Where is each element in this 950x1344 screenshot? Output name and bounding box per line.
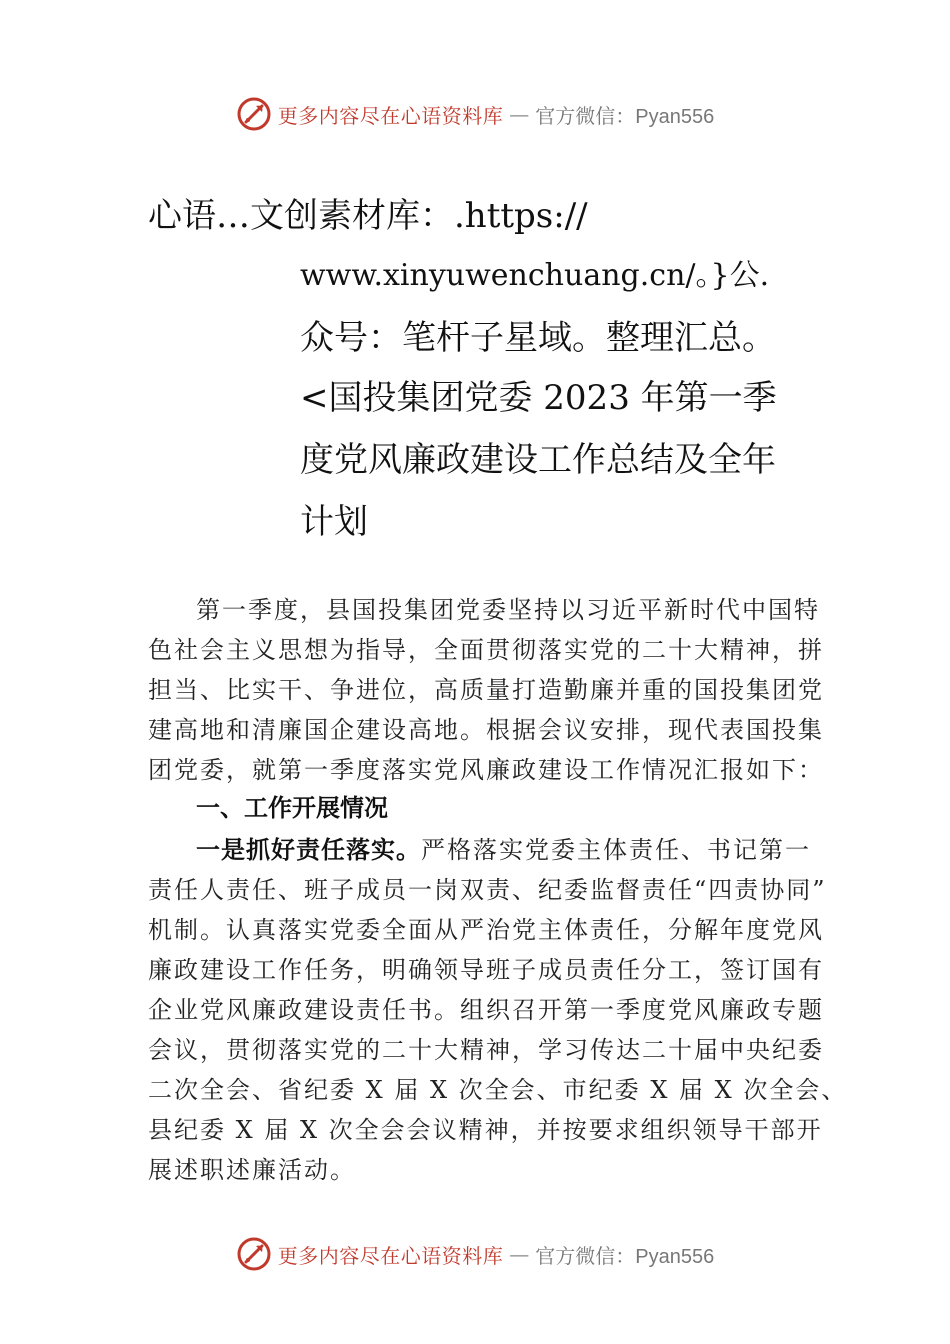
banner-wechat: 官方微信：Pyan556 [535,1245,715,1268]
banner-text: 更多内容尽在心语资料库 [277,1243,504,1268]
title-line-4: <国投集团党委 2023 年第一季 [300,378,777,418]
paragraph-1-line-3: 机制。认真落实党委全面从严治党主体责任，分解年度党风 [148,916,824,944]
paragraph-1-line-7: 二次全会、省纪委 X 届 X 次全会、市纪委 X 届 X 次全会、 [148,1076,848,1104]
quill-logo-icon [236,96,272,132]
intro-line-1: 第一季度，县国投集团党委坚持以习近平新时代中国特 [196,596,820,624]
section-heading: 一、工作开展情况 [196,794,388,822]
title-line-3: 众号：笔杆子星域。整理汇总。 [300,318,776,358]
intro-line-4: 建高地和清廉国企建设高地。根据会议安排，现代表国投集 [148,716,824,744]
paragraph-1-first-rest: 严格落实党委主体责任、书记第一 [421,836,811,864]
intro-line-5: 团党委，就第一季度落实党风廉政建设工作情况汇报如下： [148,756,824,784]
footer-watermark-banner [0,1232,950,1276]
header-watermark-banner [0,92,950,136]
title-line-6: 计划 [300,502,368,542]
title-line-2: www.xinyuwenchuang.cn/。}公. [300,258,770,293]
title-line-5: 度党风廉政建设工作总结及全年 [300,440,776,480]
intro-line-3: 担当、比实干、争进位，高质量打造勤廉并重的国投集团党 [148,676,824,704]
banner-wechat: 官方微信：Pyan556 [535,105,715,128]
banner-separator: — [509,102,530,126]
title-line-1: 心语…文创素材库：.https:// [148,196,588,236]
banner-separator: — [509,1242,530,1266]
paragraph-1-line-9: 展述职述廉活动。 [148,1156,356,1184]
quill-logo-icon [236,1236,272,1272]
paragraph-1-line-8: 县纪委 X 届 X 次全会会议精神，并按要求组织领导干部开 [148,1116,823,1144]
paragraph-1-line-6: 会议，贯彻落实党的二十大精神，学习传达二十届中央纪委 [148,1036,824,1064]
paragraph-1-line-1 [196,830,811,865]
paragraph-1-line-4: 廉政建设工作任务，明确领导班子成员责任分工，签订国有 [148,956,824,984]
intro-line-2: 色社会主义思想为指导，全面贯彻落实党的二十大精神，拼 [148,636,824,664]
paragraph-1-lead: 一是抓好责任落实。 [196,836,421,864]
banner-text: 更多内容尽在心语资料库 [277,103,504,128]
paragraph-1-line-2: 责任人责任、班子成员一岗双责、纪委监督责任“四责协同” [148,876,827,904]
paragraph-1-line-5: 企业党风廉政建设责任书。组织召开第一季度党风廉政专题 [148,996,824,1024]
